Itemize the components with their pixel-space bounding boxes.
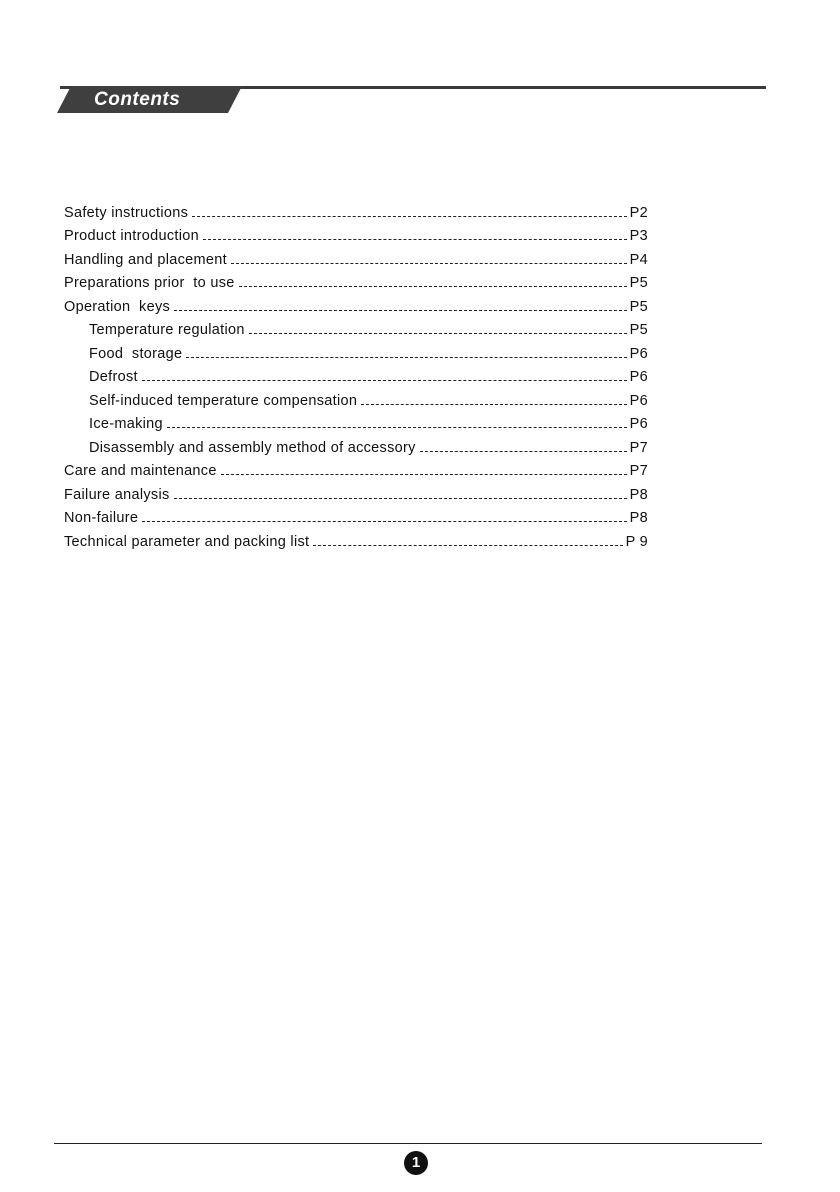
toc-leader-dots — [361, 404, 626, 405]
toc-entry[interactable] — [64, 410, 648, 434]
toc-entry-page: P5 — [629, 275, 648, 291]
toc-leader-dots — [142, 380, 627, 381]
toc-leader-dots — [420, 451, 627, 452]
toc-entry-label: Safety instructions — [64, 204, 189, 221]
toc-entry[interactable] — [64, 504, 648, 528]
toc-entry-page: P6 — [629, 392, 648, 409]
toc-entry-label: Temperature regulation — [89, 322, 245, 338]
toc-entry-page: P3 — [629, 228, 648, 244]
toc-entry[interactable] — [64, 269, 648, 293]
toc-entry-page: P6 — [629, 416, 648, 432]
toc-entry-page: P8 — [629, 510, 648, 526]
toc-leader-dots — [174, 498, 627, 499]
toc-entry-page: P2 — [629, 204, 648, 221]
toc-leader-dots — [186, 357, 626, 358]
toc-entry-page: P5 — [629, 322, 648, 338]
toc-entry-label: Food storage — [89, 345, 183, 362]
toc-entry-label: Non-failure — [64, 510, 139, 526]
page-number-badge: 1 — [404, 1151, 428, 1175]
toc-leader-dots — [231, 263, 627, 264]
toc-entry-label: Self-induced temperature compensation — [89, 392, 358, 409]
toc-leader-dots — [167, 427, 627, 428]
toc-entry-label: Technical parameter and packing list — [64, 533, 310, 550]
toc-entry-page: P7 — [629, 439, 648, 456]
toc-entry-label: Care and maintenance — [64, 463, 217, 479]
toc-leader-dots — [249, 333, 627, 334]
toc-entry-page: P7 — [629, 463, 648, 479]
toc-entry[interactable] — [64, 480, 648, 504]
toc-entry-label: Handling and placement — [64, 251, 227, 268]
toc-leader-dots — [192, 216, 626, 217]
toc-entry-page: P8 — [629, 486, 648, 503]
page-title: Contents — [94, 89, 181, 110]
toc-entry-page: P 9 — [625, 533, 648, 550]
toc-entry[interactable] — [64, 222, 648, 246]
toc-entry-page: P6 — [629, 345, 648, 362]
toc-leader-dots — [221, 474, 627, 475]
toc-entry-label: Failure analysis — [64, 486, 170, 503]
toc-entry-label: Product introduction — [64, 228, 199, 244]
toc-entry-label: Preparations prior to use — [64, 275, 235, 291]
toc-entry[interactable] — [64, 316, 648, 340]
table-of-contents — [64, 198, 648, 551]
toc-entry-label: Ice-making — [89, 416, 163, 432]
toc-leader-dots — [239, 286, 627, 287]
toc-leader-dots — [313, 545, 622, 546]
toc-entry[interactable] — [64, 198, 648, 222]
toc-entry-page: P4 — [629, 251, 648, 268]
toc-entry-label: Operation keys — [64, 298, 171, 315]
toc-entry[interactable] — [64, 386, 648, 410]
toc-entry-label: Defrost — [89, 369, 138, 385]
toc-entry-page: P5 — [629, 298, 648, 315]
toc-entry[interactable] — [64, 339, 648, 363]
toc-entry-label: Disassembly and assembly method of accessory — [89, 439, 416, 456]
footer-rule — [54, 1143, 762, 1144]
toc-leader-dots — [174, 310, 627, 311]
toc-entry[interactable] — [64, 245, 648, 269]
toc-entry[interactable] — [64, 363, 648, 387]
toc-leader-dots — [203, 239, 627, 240]
toc-entry-page: P6 — [629, 369, 648, 385]
toc-entry[interactable] — [64, 457, 648, 481]
toc-entry[interactable] — [64, 433, 648, 457]
toc-leader-dots — [142, 521, 626, 522]
toc-entry[interactable] — [64, 527, 648, 551]
toc-entry[interactable] — [64, 292, 648, 316]
